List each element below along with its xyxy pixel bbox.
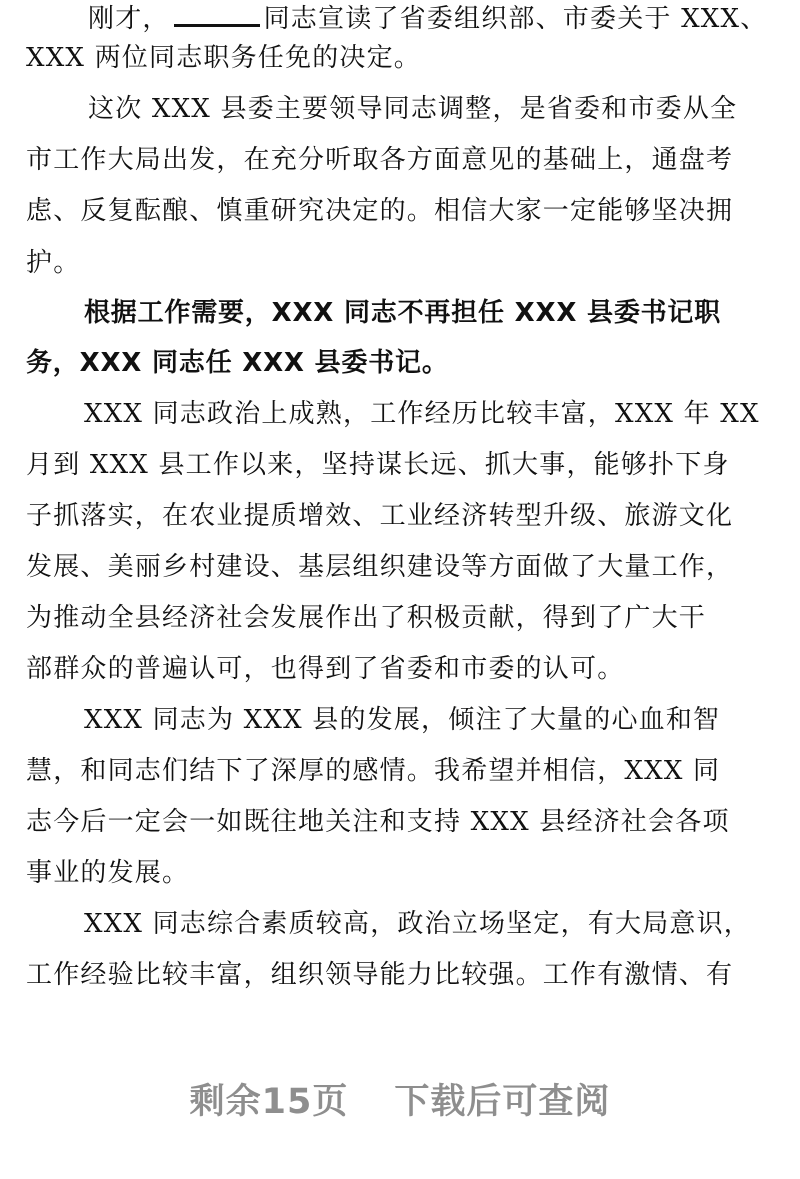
text-line-2: XXX 两位同志职务任免的决定。 (26, 43, 421, 73)
text-line-15: XXX 同志为 XXX 县的发展，倾注了大量的心血和智 (84, 705, 721, 735)
text-line-12: 发展、美丽乡村建设、基层组织建设等方面做了大量工作， (26, 552, 734, 582)
text-line-6: 护。 (26, 248, 81, 278)
text-line-18: 事业的发展。 (26, 858, 190, 888)
text-line-17: 志今后一定会一如既往地关注和支持 XXX 县经济社会各项 (26, 807, 730, 837)
text-line-8-bold: 务，XXX 同志任 XXX 县委书记。 (26, 348, 449, 378)
text-line-7-bold: 根据工作需要，XXX 同志不再担任 XXX 县委书记职 (84, 298, 722, 328)
text-line-1 (88, 2, 776, 36)
text-line-9: XXX 同志政治上成熟，工作经历比较丰富，XXX 年 XX (84, 399, 760, 429)
text-line-5: 虑、反复酝酿、慎重研究决定的。相信大家一定能够坚决拥 (26, 196, 734, 226)
download-prompt[interactable] (0, 1078, 800, 1126)
line-1-suffix: 同志宣读了省委组织部、市委关于 XXX、 (263, 4, 768, 34)
text-line-11: 子抓落实，在农业提质增效、工业经济转型升级、旅游文化 (26, 501, 734, 531)
text-line-16: 慧，和同志们结下了深厚的感情。我希望并相信，XXX 同 (26, 756, 721, 786)
download-to-view-text: 下载后可查阅 (394, 1082, 611, 1122)
text-line-19: XXX 同志综合素质较高，政治立场坚定，有大局意识， (84, 909, 751, 939)
text-line-4: 市工作大局出发，在充分听取各方面意见的基础上，通盘考 (26, 145, 734, 175)
remaining-pages-text: 剩余15页 (189, 1082, 349, 1122)
text-line-14: 部群众的普遍认可，也得到了省委和市委的认可。 (26, 654, 625, 684)
text-line-13: 为推动全县经济社会发展作出了积极贡献，得到了广大干 (26, 603, 707, 633)
text-line-20: 工作经验比较丰富，组织领导能力比较强。工作有激情、有 (26, 960, 734, 990)
name-blank (174, 4, 260, 27)
text-line-3: 这次 XXX 县委主要领导同志调整，是省委和市委从全 (88, 94, 738, 124)
text-line-10: 月到 XXX 县工作以来，坚持谋长远、抓大事，能够扑下身 (26, 450, 730, 480)
line-1-prefix: 刚才， (88, 4, 170, 34)
